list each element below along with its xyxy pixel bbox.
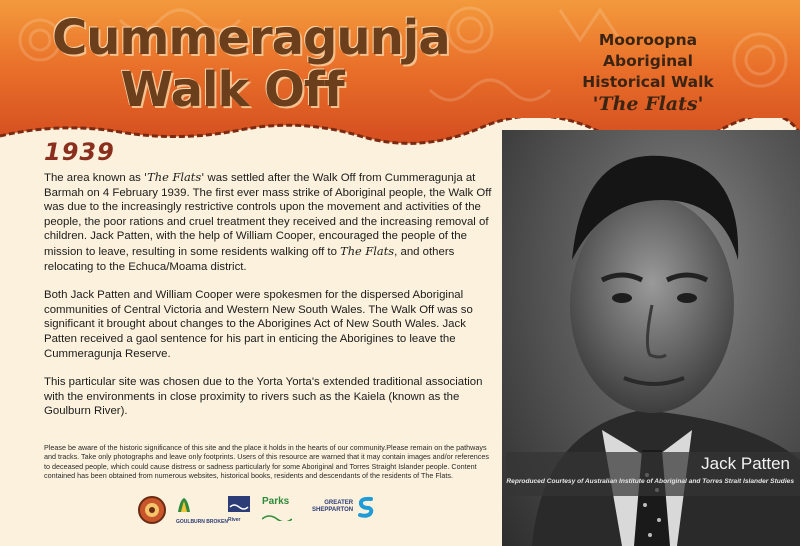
- page-title: [52, 10, 450, 118]
- p1-text-b: was settled after the Walk Off from Cummeragunja at Barmah on 4 February 1939. The first ever mass strike of Aboriginal people, the Walk Off was due to the increasingly restrictive controls upon the movement and activities of the people, the poor rations and cruel treatment they received and the increasing removal of children. Jack Patten, with the help of William Cooper, encouraged the people of the mission to leave, resulting in some residents walking off to: [44, 172, 492, 258]
- shepparton-s-icon: [358, 496, 374, 523]
- river-connect-logo: [228, 496, 250, 523]
- paragraph-2: Both Jack Patten and William Cooper were spokesmen for the dispersed Aboriginal communities of Central Victoria and Western New South Wales. The Walk Off was so significant it brought about changes to the Aborigines Act of New South Wales. Jack Patten received a gaol sentence for his part in enticing the Aborigines to leave the Cummeragunja Reserve.: [44, 289, 473, 360]
- title-line-1: Cummeragunja: [52, 10, 450, 66]
- body-text: [44, 170, 500, 433]
- shepparton-line-2: SHEPPARTON: [312, 507, 354, 513]
- walk-name-subtitle: 'The Flats': [592, 93, 704, 115]
- walk-name: [548, 30, 748, 115]
- sponsor-logos: [136, 496, 396, 532]
- p1-text-a: The area known as: [44, 172, 145, 184]
- title-line-2: Walk Off: [120, 62, 344, 118]
- disclaimer-text: Please be aware of the historic significance of this site and the place it holds in the hearts of our community.Please remain on the pathways and tracks. Take only photographs and leave only footprints. Users of this resource are warned that it may contain images and/or references to deceased people, which could cause distress or sadness particularly for some Aboriginal and Torres Straight Islander people. Content contained has been obtained from numerous websites, historical books, residents and descendants of the residents of The Flats.: [44, 443, 489, 481]
- paragraph-3: This particular site was chosen due to the Yorta Yorta's extended traditional association with the environments in close proximity to rivers such as the Kaiela (known as the Goulburn River).: [44, 376, 483, 418]
- greater-shepparton-logo: [312, 500, 353, 514]
- p1-text-c: , and others relocating to the Echuca/Moama district.: [44, 245, 455, 273]
- goulburn-broken-label: GOULBURN BROKEN: [176, 519, 228, 525]
- goulburn-broken-logo: [176, 496, 228, 525]
- caption-credit: Reproduced Courtesy of Australian Institute of Aboriginal and Torres Strait Islander Studies: [506, 478, 794, 485]
- caption-name: Jack Patten: [701, 454, 790, 473]
- parks-victoria-logo: [262, 496, 292, 526]
- parks-label: Parks: [262, 496, 290, 507]
- header-banner: [0, 0, 800, 150]
- walk-name-line-2: Aboriginal: [603, 52, 693, 70]
- aboriginal-council-seal-logo: [138, 496, 166, 529]
- shepparton-line-1: GREATER: [324, 500, 354, 506]
- river-connect-label: River: [228, 517, 241, 523]
- walk-name-line-3: Historical Walk: [582, 73, 714, 91]
- p1-flats-1: 'The Flats': [144, 170, 205, 184]
- p1-flats-2: The Flats: [340, 243, 395, 258]
- paragraph-1: [44, 170, 500, 274]
- photo-caption: [506, 452, 800, 496]
- walk-name-line-1: Mooroopna: [598, 31, 698, 49]
- year-heading: 1939: [44, 138, 115, 166]
